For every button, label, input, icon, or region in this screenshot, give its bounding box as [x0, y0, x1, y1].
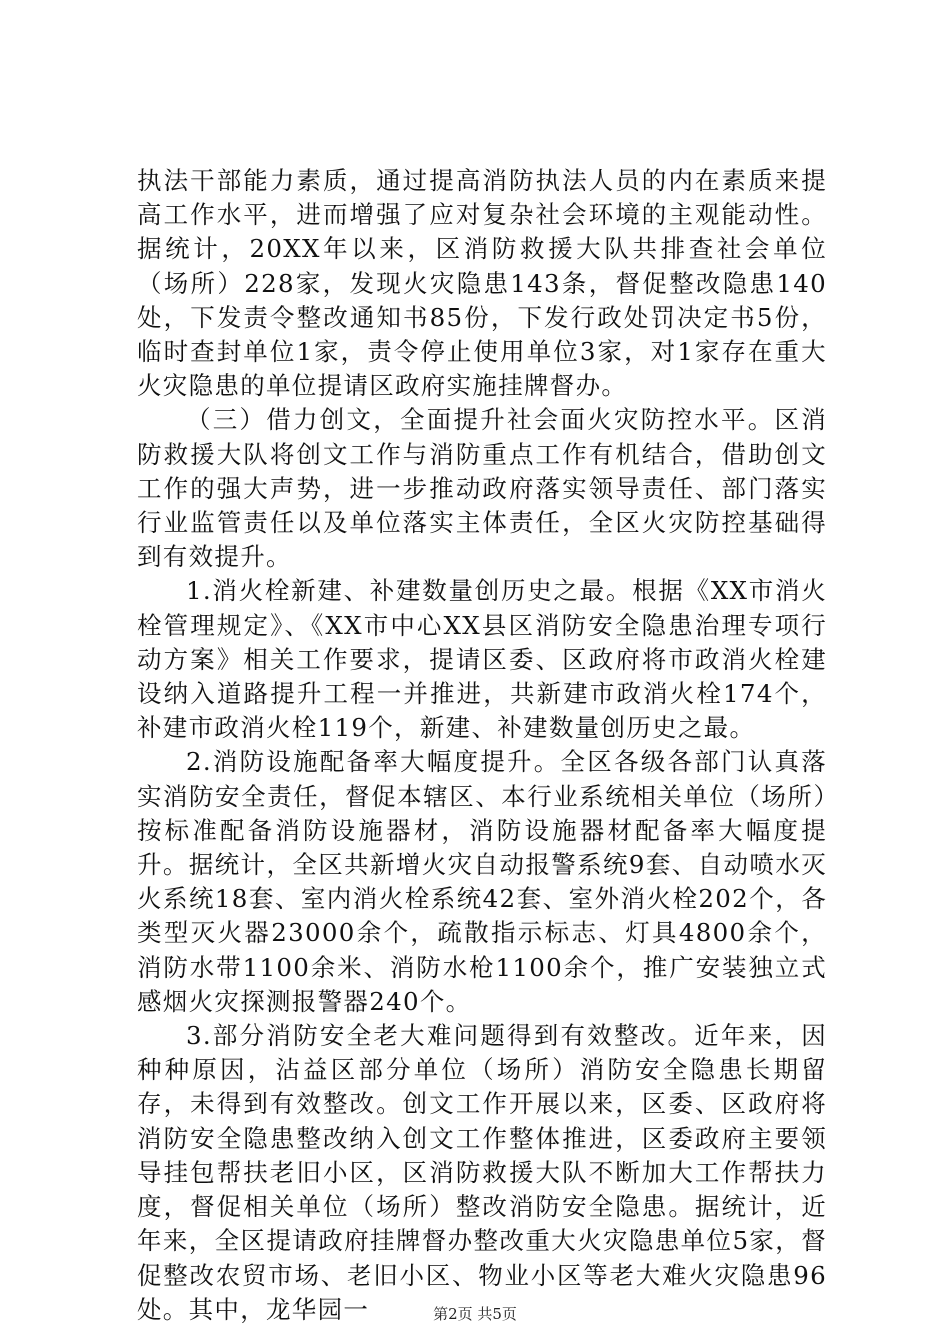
paragraph-continued: 执法干部能力素质，通过提高消防执法人员的内在素质来提高工作水平，进而增强了应对复杂社会环境的主观能动性。据统计，20XX年以来，区消防救援大队共排查社会单位（场所）228家，发现火灾隐患143条，督促整改隐患140处，下发责令整改通知书85份，下发行政处罚决定书5份，临时查封单位1家，责令停止使用单位3家，对1家存在重大火灾隐患的单位提请区政府实施挂牌督办。 — [137, 166, 827, 401]
paragraph-section-three: （三）借力创文，全面提升社会面火灾防控水平。区消防救援大队将创文工作与消防重点工作有机结合，借助创文工作的强大声势，进一步推动政府落实领导责任、部门落实行业监管责任以及单位落实主体责任，全区火灾防控基础得到有效提升。 — [137, 405, 827, 572]
document-body — [137, 164, 827, 1327]
paragraph-item-1: 1.消火栓新建、补建数量创历史之最。根据《XX市消火栓管理规定》、《XX市中心XX县区消防安全隐患治理专项行动方案》相关工作要求，提请区委、区政府将市政消火栓建设纳入道路提升工程一并推进，共新建市政消火栓174个，补建市政消火栓119个，新建、补建数量创历史之最。 — [137, 576, 827, 743]
page-footer: 第2页 共5页 — [433, 1305, 517, 1323]
paragraph-item-2: 2.消防设施配备率大幅度提升。全区各级各部门认真落实消防安全责任，督促本辖区、本行业系统相关单位（场所）按标准配备消防设施器材，消防设施器材配备率大幅度提升。据统计，全区共新增火灾自动报警系统9套、自动喷水灭火系统18套、室内消火栓系统42套、室外消火栓202个，各类型灭火器23000余个，疏散指示标志、灯具4800余个，消防水带1100余米、消防水枪1100余个，推广安装独立式感烟火灾探测报警器240个。 — [137, 747, 827, 1016]
paragraph-item-3: 3.部分消防安全老大难问题得到有效整改。近年来，因种种原因，沾益区部分单位（场所）消防安全隐患长期留存，未得到有效整改。创文工作开展以来，区委、区政府将消防安全隐患整改纳入创文工作整体推进，区委政府主要领导挂包帮扶老旧小区，区消防救援大队不断加大工作帮扶力度，督促相关单位（场所）整改消防安全隐患。据统计，近年来，全区提请政府挂牌督办整改重大火灾隐患单位5家，督促整改农贸市场、老旧小区、物业小区等老大难火灾隐患96处。其中，龙华园一 — [137, 1021, 827, 1324]
